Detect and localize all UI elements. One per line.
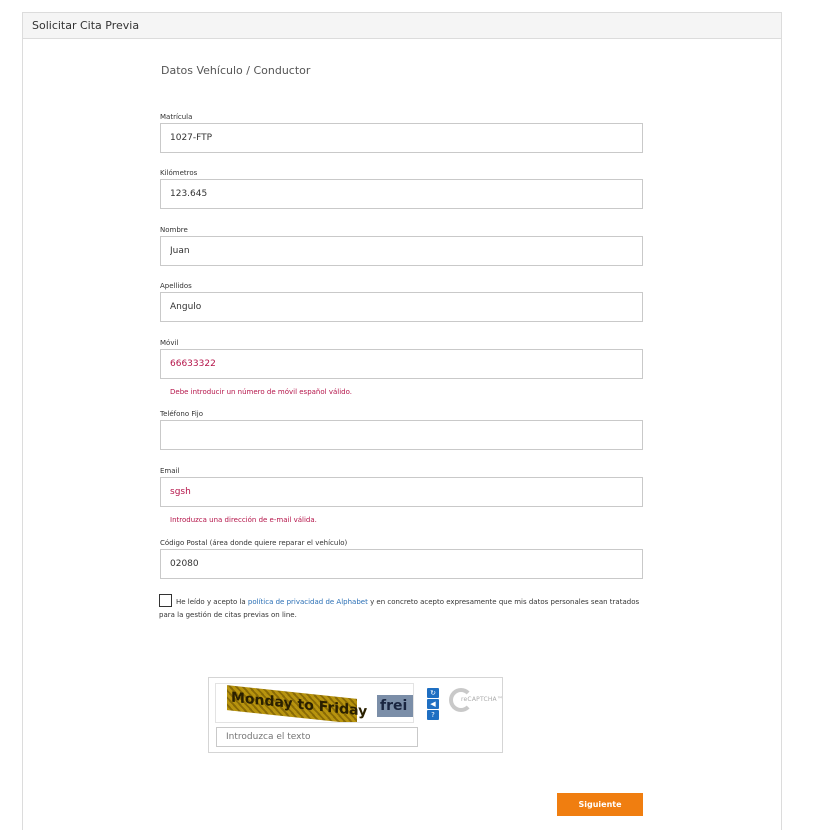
apellidos-label: Apellidos xyxy=(160,282,192,290)
panel-title: Solicitar Cita Previa xyxy=(23,13,781,39)
section-title: Datos Vehículo / Conductor xyxy=(161,64,311,77)
nombre-label: Nombre xyxy=(160,226,188,234)
telefono-fijo-field xyxy=(160,410,643,450)
apellidos-field xyxy=(160,282,643,322)
nombre-input[interactable] xyxy=(160,236,643,266)
kilometros-input[interactable] xyxy=(160,179,643,209)
matricula-label: Matrícula xyxy=(160,113,193,121)
captcha-image xyxy=(215,683,414,723)
apellidos-input[interactable] xyxy=(160,292,643,322)
kilometros-label: Kilómetros xyxy=(160,169,198,177)
privacy-consent xyxy=(159,594,649,622)
consent-text-after: y en concreto acepto expresamente que mis datos personales sean tratados para la gestión de citas previas on line. xyxy=(159,598,640,619)
matricula-field xyxy=(160,113,643,153)
email-error-message: Introduzca una dirección de e-mail válida. xyxy=(170,516,317,524)
matricula-input[interactable] xyxy=(160,123,643,153)
recaptcha-logo-text: reCAPTCHA™ xyxy=(461,696,504,703)
consent-text-before: He leído y acepto la xyxy=(176,598,248,606)
codigo-postal-field xyxy=(160,539,643,579)
telefono-fijo-label: Teléfono Fijo xyxy=(160,410,204,418)
next-button[interactable]: Siguiente xyxy=(557,793,643,816)
movil-label: Móvil xyxy=(160,339,179,347)
refresh-icon[interactable]: ↻ xyxy=(427,688,439,698)
captcha-input[interactable] xyxy=(216,727,418,747)
captcha-widget xyxy=(208,677,503,753)
privacy-checkbox[interactable] xyxy=(159,594,172,607)
email-label: Email xyxy=(160,467,180,475)
email-field xyxy=(160,467,643,507)
captcha-word-1: Monday to Friday xyxy=(227,685,357,723)
help-icon[interactable]: ? xyxy=(427,710,439,720)
codigo-postal-label: Código Postal (área donde quiere reparar el vehículo) xyxy=(160,539,348,547)
movil-field xyxy=(160,339,643,379)
email-input[interactable] xyxy=(160,477,643,507)
telefono-fijo-input[interactable] xyxy=(160,420,643,450)
captcha-word-2: frei xyxy=(377,695,414,717)
codigo-postal-input[interactable] xyxy=(160,549,643,579)
movil-error-message: Debe introducir un número de móvil español válido. xyxy=(170,388,352,396)
movil-input[interactable] xyxy=(160,349,643,379)
recaptcha-logo xyxy=(449,688,504,716)
nombre-field xyxy=(160,226,643,266)
privacy-policy-link[interactable]: política de privacidad de Alphabet xyxy=(247,598,368,606)
audio-icon[interactable]: ◀ xyxy=(427,699,439,709)
kilometros-field xyxy=(160,169,643,209)
